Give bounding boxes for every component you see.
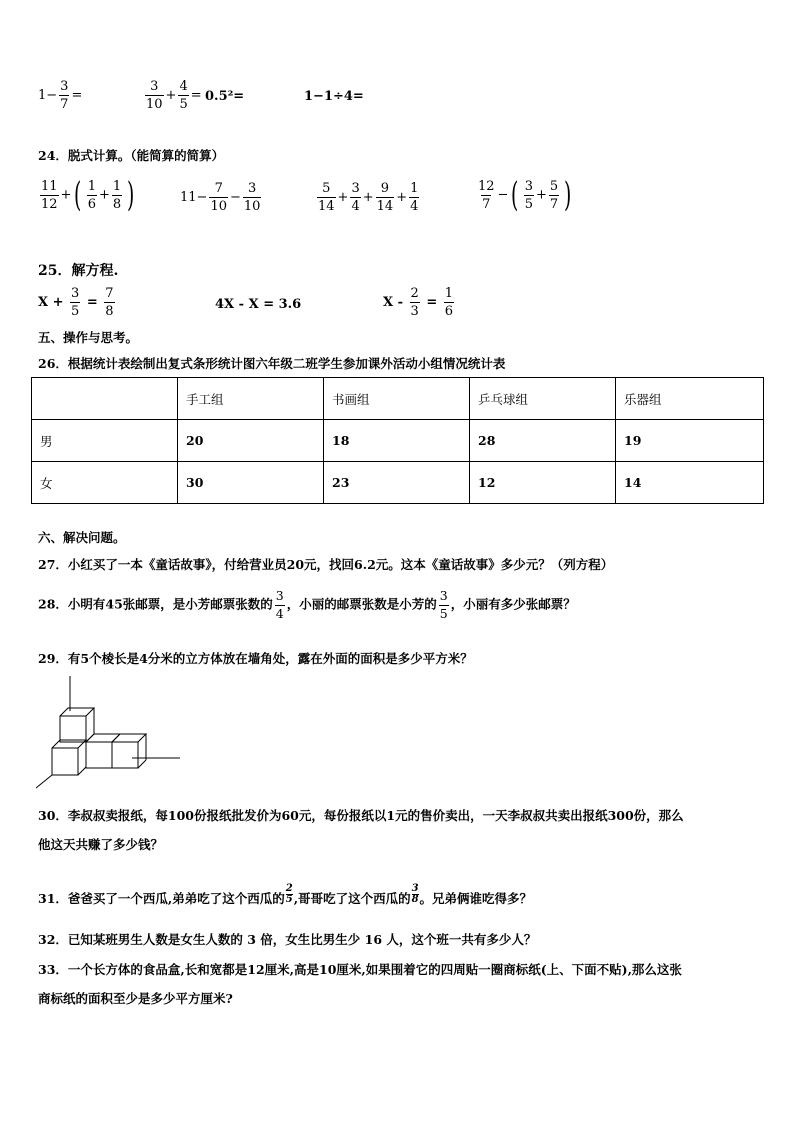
table-header-row: [32, 378, 764, 420]
q24-title: 24．脱式计算。（能简算的简算）: [38, 148, 225, 163]
q31: 31．爸爸买了一个西瓜,弟弟吃了这个西瓜的 $\frac{2}{5}$ ,哥哥吃了这个西瓜的 $\frac{3}{8}$ 。兄弟俩谁吃得多？: [38, 883, 533, 906]
q25-title: 25．解方程.: [38, 263, 119, 279]
q32: 32．已知某班男生人数是女生人数的 3 倍，女生比男生少 16 人，这个班一共有多少人？: [38, 932, 537, 947]
expr-23-3: 0.5²=: [205, 89, 245, 104]
table-header-cell: 乐器组: [616, 378, 764, 420]
q33-line1: 33．一个长方体的食品盒,长和宽都是12厘米,高是10厘米,如果围着它的四周贴一圈商标纸(上、下面不贴),那么这张: [38, 962, 682, 977]
table-cell: 28: [470, 420, 616, 462]
q30-line1: 30．李叔叔卖报纸，每100份报纸批发价为60元，每份报纸以1元的售价卖出，一天李叔叔共卖出报纸300份，那么: [38, 808, 684, 823]
q28: 28．小明有45张邮票，是小芳邮票张数的 $\frac{3}{4}$ ，小丽的邮票张数是小芳的 $\frac{3}{5}$ ，小丽有多少张邮票？: [38, 588, 576, 621]
table-header-cell: 乒乓球组: [470, 378, 616, 420]
expr-25-1: X + $\frac{3}{5}$ = $\frac{7}{8}$: [38, 286, 114, 319]
expr-25-3: X - $\frac{2}{3}$ = $\frac{1}{6}$: [383, 286, 454, 319]
table-header-cell: [32, 378, 178, 420]
stat-table: [31, 377, 764, 504]
cubes-figure: [36, 676, 186, 791]
expr-24-1: $\frac{11}{12}$ +( $\frac{1}{6}$ + $\frac{1}{8}$ ): [41, 175, 135, 215]
expr-25-2: 4X - X = 3.6: [215, 297, 302, 312]
table-cell: 18: [324, 420, 470, 462]
table-row: [32, 420, 764, 462]
expr-23-1: 1− $\frac{3}{7}$ =: [38, 79, 83, 112]
table-cell: 女: [32, 462, 178, 504]
section-5-heading: 五、操作与思考。: [38, 330, 139, 345]
expr-24-3: $\frac{5}{14}$ + $\frac{3}{4}$ + $\frac{9}{14}$ + $\frac{1}{4}$: [318, 181, 419, 214]
q29: 29．有5个棱长是4分米的立方体放在墙角处，露在外面的面积是多少平方米？: [38, 651, 473, 666]
table-header-cell: 书画组: [324, 378, 470, 420]
expr-24-4: $\frac{12}{7}$ −( $\frac{3}{5}$ + $\frac{5}{7}$ ): [478, 175, 572, 215]
table-cell: 20: [178, 420, 324, 462]
table-cell: 14: [616, 462, 764, 504]
table-header-cell: 手工组: [178, 378, 324, 420]
table-cell: 19: [616, 420, 764, 462]
table-cell: 23: [324, 462, 470, 504]
q30-line2: 他这天共赚了多少钱？: [38, 837, 164, 852]
q33-line2: 商标纸的面积至少是多少平方厘米?: [38, 991, 233, 1006]
expr-23-2: $\frac{3}{10}$ + $\frac{4}{5}$ =: [146, 79, 202, 112]
q26-title: 26．根据统计表绘制出复式条形统计图六年级二班学生参加课外活动小组情况统计表: [38, 356, 506, 371]
expr-24-2: 11− $\frac{7}{10}$ − $\frac{3}{10}$: [180, 181, 261, 214]
expr-23-4: 1−1÷4=: [304, 89, 364, 104]
table-cell: 男: [32, 420, 178, 462]
table-row: [32, 462, 764, 504]
table-cell: 12: [470, 462, 616, 504]
section-6-heading: 六、解决问题。: [38, 530, 126, 545]
q27: 27．小红买了一本《童话故事》，付给营业员20元，找回6.2元。这本《童话故事》多少元？（列方程）: [38, 557, 614, 572]
table-cell: 30: [178, 462, 324, 504]
